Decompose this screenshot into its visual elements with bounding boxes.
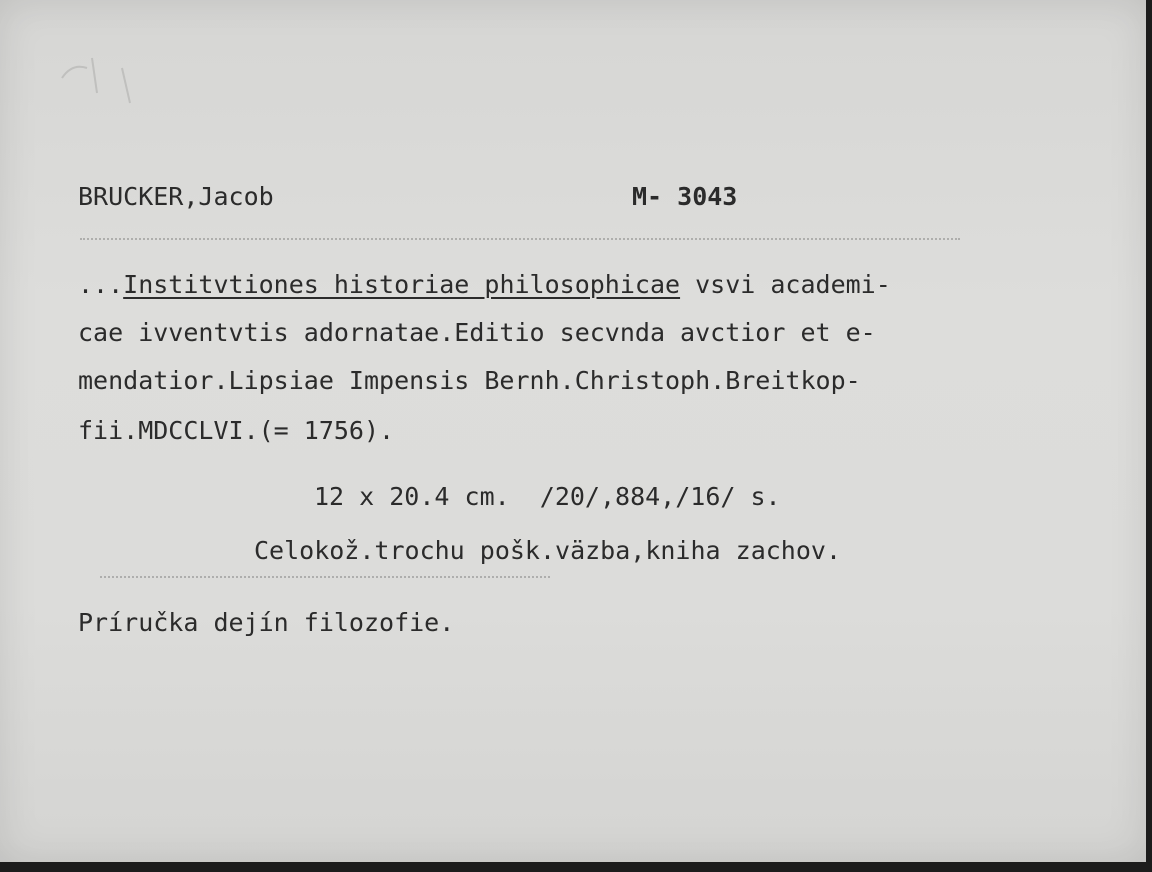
subject-note: Príručka dejín filozofie.: [78, 608, 455, 637]
title-prefix: ...: [78, 270, 124, 299]
divider-dots-2: [100, 576, 550, 580]
physical-description: 12 x 20.4 cm. /20/,884,/16/ s.: [314, 482, 781, 511]
divider-dots: [80, 238, 960, 242]
author-name: BRUCKER,Jacob: [78, 182, 274, 211]
title-line-4: fii.MDCCLVI.(= 1756).: [78, 416, 395, 445]
title-line-2: cae ivventvtis adornatae.Editio secvnda avctior et e-: [78, 318, 876, 347]
title-line-3: mendatior.Lipsiae Impensis Bernh.Christoph.Breitkop-: [78, 366, 861, 395]
scan-edge-right: [1146, 0, 1152, 872]
call-number: M- 3043: [632, 182, 738, 211]
title-line-1: [78, 270, 891, 300]
condition-note: Celokož.trochu pošk.väzba,kniha zachov.: [254, 536, 841, 565]
pencil-mark: [52, 48, 152, 118]
title-underlined: Institvtiones historiae philosophicae: [123, 270, 681, 299]
title-line-1-rest: vsvi academi-: [680, 270, 891, 299]
scan-edge-bottom: [0, 862, 1152, 872]
